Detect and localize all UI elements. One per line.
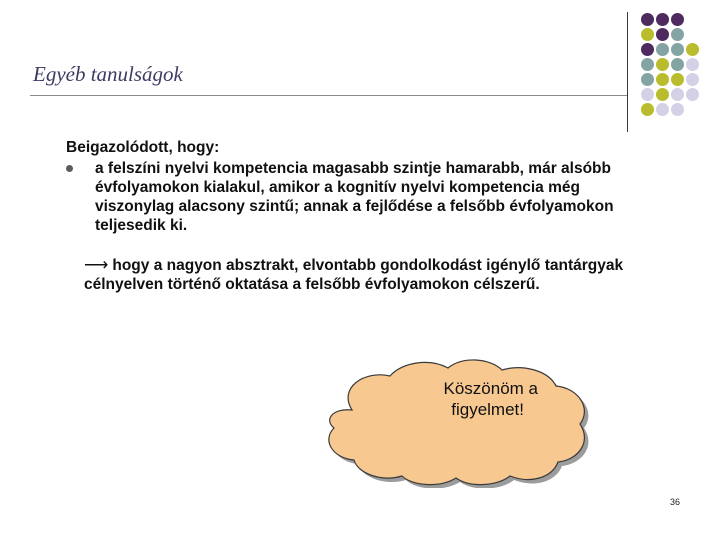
- cloud-line-1: Köszönöm a: [443, 379, 538, 398]
- cloud-text: [398, 378, 538, 420]
- title-divider: [30, 95, 628, 96]
- page-number: 36: [669, 497, 680, 507]
- dot-icon: [656, 43, 669, 56]
- dot-icon: [656, 73, 669, 86]
- right-arrow-icon: ⟶: [84, 255, 109, 274]
- dot-icon: [656, 13, 669, 26]
- dot-icon: [671, 43, 684, 56]
- dot-icon: [641, 43, 654, 56]
- dot-icon: [656, 28, 669, 41]
- conclusion-text: hogy a nagyon absztrakt, elvontabb gondolkodást igénylő tantárgyak célnyelven történő oktatása a felsőbb évfolyamokon célszerű.: [84, 257, 624, 293]
- dot-icon: [671, 28, 684, 41]
- dot-icon: [641, 88, 654, 101]
- dot-icon: [656, 88, 669, 101]
- bullet-text: a felszíni nyelvi kompetencia magasabb szintje hamarabb, már alsóbb évfolyamokon kialakul, amikor a kognitív nyelvi kompetencia még viszonylag alacsony szintű; annak a fejlődése a felsőbb évfolyamokon teljesedik ki.: [95, 160, 614, 234]
- bullet-item: [66, 159, 626, 235]
- decorative-dot-grid: [640, 12, 720, 122]
- dot-icon: [641, 58, 654, 71]
- dot-icon: [671, 58, 684, 71]
- conclusion-paragraph: [84, 255, 644, 294]
- slide-title: Egyéb tanulságok: [33, 62, 183, 86]
- dot-icon: [671, 103, 684, 116]
- vertical-divider: [627, 12, 628, 132]
- body-heading: Beigazolódott, hogy:: [66, 139, 220, 156]
- dot-icon: [641, 13, 654, 26]
- dot-icon: [671, 13, 684, 26]
- dot-icon: [686, 88, 699, 101]
- dot-icon: [671, 73, 684, 86]
- dot-icon: [641, 28, 654, 41]
- dot-icon: [671, 88, 684, 101]
- dot-icon: [686, 43, 699, 56]
- dot-icon: [641, 73, 654, 86]
- dot-icon: [641, 103, 654, 116]
- cloud-line-2: figyelmet!: [451, 400, 524, 419]
- dot-icon: [686, 58, 699, 71]
- dot-icon: [656, 58, 669, 71]
- dot-icon: [686, 73, 699, 86]
- body-text: [66, 138, 626, 235]
- dot-icon: [656, 103, 669, 116]
- bullet-dot-icon: [66, 165, 73, 172]
